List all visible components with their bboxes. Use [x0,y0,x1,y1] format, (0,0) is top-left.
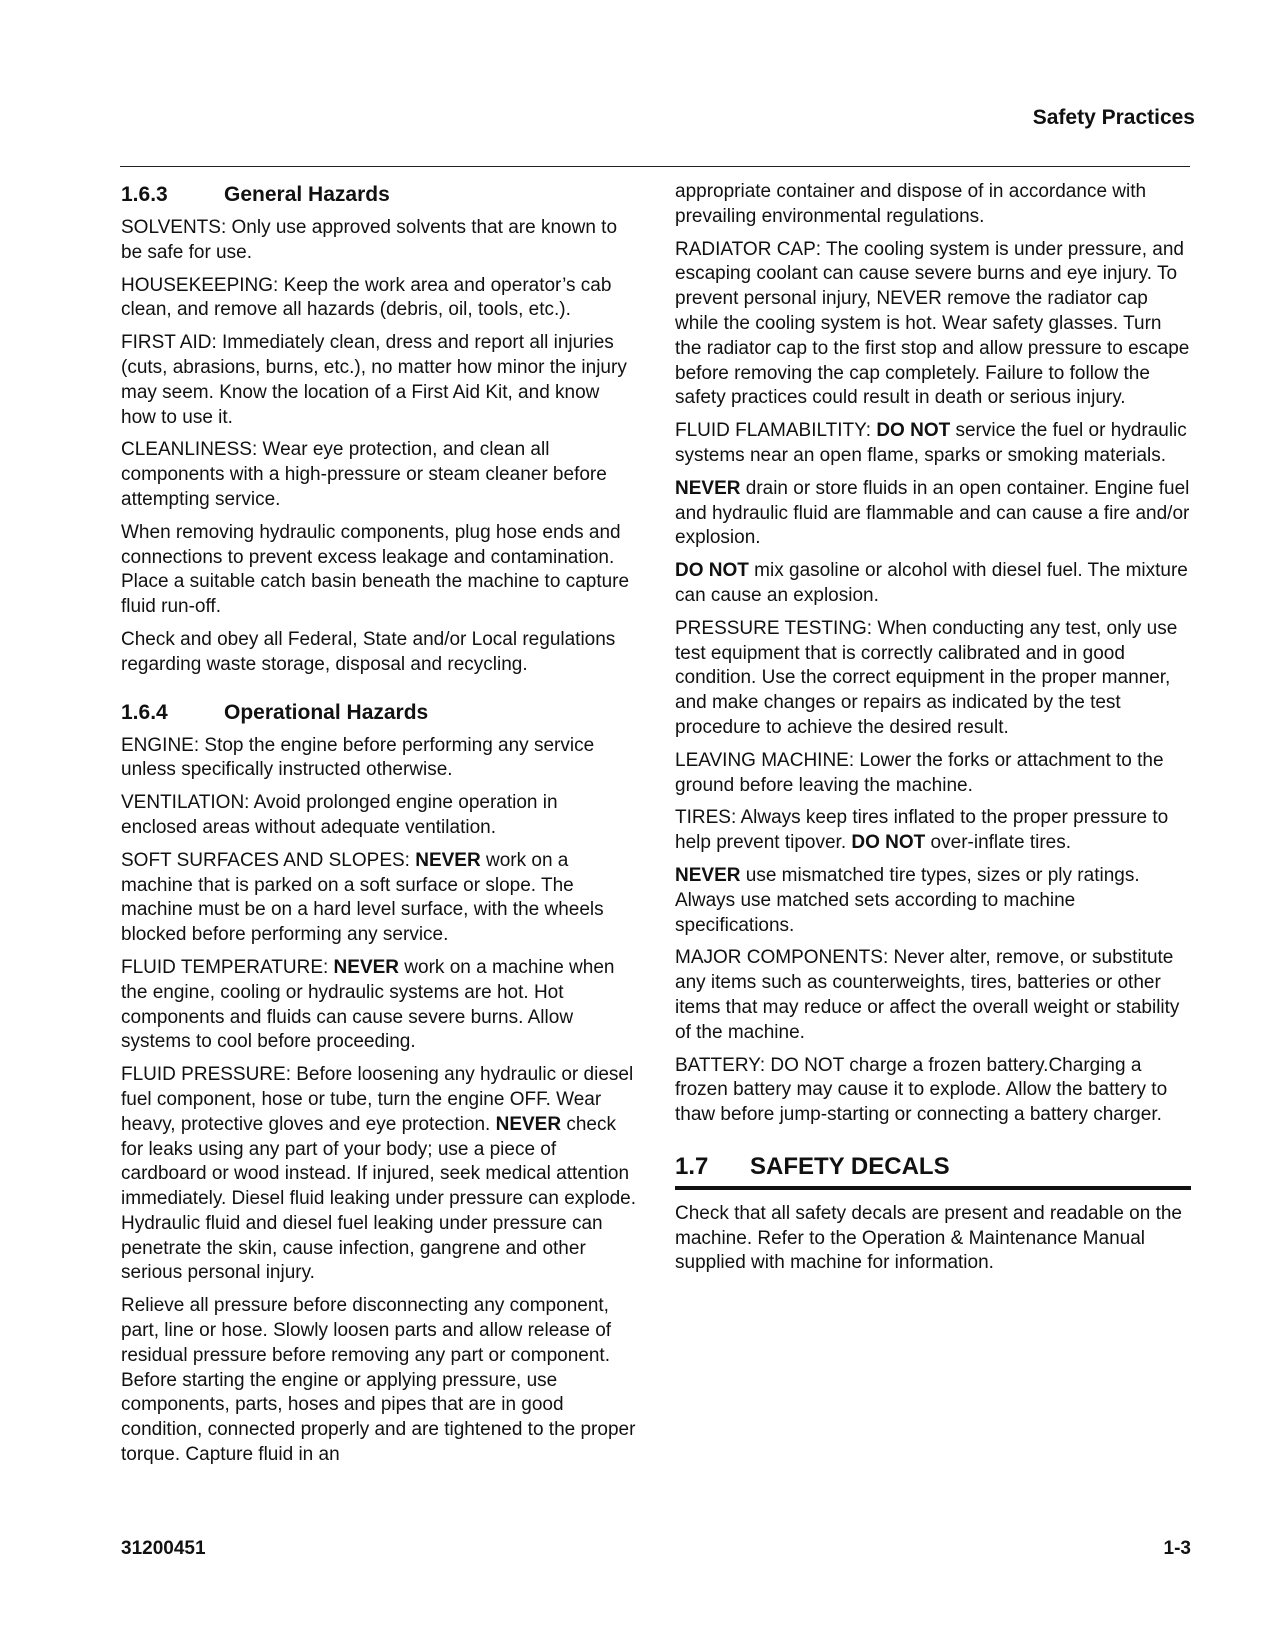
text-run: SOFT SURFACES AND SLOPES: [121,849,416,871]
paragraph-tires [675,806,1191,856]
paragraph-relieve-pressure: Relieve all pressure before disconnecting any component, part, line or hose. Slowly loosen parts and allow release of residual pressure before removing any part or component. Before starting the engine or applying pressure, use components, parts, hoses and pipes that are in good condition, connected properly and are tightened to the proper torque. Capture fluid in an [121,1295,636,1466]
paragraph-battery: BATTERY: DO NOT charge a frozen battery.Charging a frozen battery may cause it to explode. Allow the battery to thaw before jump-starting or connecting a battery charger. [675,1054,1168,1126]
text-run: mix gasoline or alcohol with diesel fuel. The mixture can cause an explosion. [675,560,1188,606]
paragraph-housekeeping: HOUSEKEEPING: Keep the work area and operator’s cab clean, and remove all hazards (debris, oil, tools, etc.). [121,274,612,321]
paragraph-mismatched-tires [675,864,1191,938]
paragraph-soft-surfaces [121,849,637,948]
text-run: work on a machine when the engine, cooling or hydraulic systems are hot. Hot components and fluids can cause severe burns. Allow systems to cool before proceeding. [121,956,615,1053]
section-heading-1-6-4 [121,700,637,726]
paragraph-ventilation: VENTILATION: Avoid prolonged engine operation in enclosed areas without adequate ventilation. [121,792,558,838]
text-run: service the fuel or hydraulic systems near an open flame, sparks or smoking materials. [675,420,1187,466]
emphasis: DO NOT [851,832,926,854]
text-run: FLUID FLAMABILTITY: [675,420,877,442]
paragraph-pressure-testing: PRESSURE TESTING: When conducting any test, only use test equipment that is correctly calibrated and in good condition. Use the correct equipment in the proper manner, and make changes or repairs as indicated by the test procedure to achieve the desired result. [675,617,1178,738]
running-header: Safety Practices [1032,106,1195,129]
header-rule [120,166,1190,167]
text-run: TIRES: Always keep tires inflated to the proper pressure to help prevent tipover. [675,807,1169,854]
footer-page-number: 1-3 [1163,1538,1191,1559]
section-number: 1.7 [675,1152,709,1180]
paragraph-do-not-mix [675,559,1191,609]
emphasis: DO NOT [675,560,749,582]
text-run: FLUID TEMPERATURE: [121,956,334,978]
footer-document-number: 31200451 [121,1538,206,1559]
paragraph-solvents: SOLVENTS: Only use approved solvents that are known to be safe for use. [121,217,618,263]
text-run: drain or store fluids in an open container. Engine fuel and hydraulic fluid are flammable and can cause a fire and/or explosion. [675,477,1190,549]
paragraph-safety-decals: Check that all safety decals are present and readable on the machine. Refer to the Operation & Maintenance Manual supplied with machine for information. [675,1202,1182,1274]
text-run: check for leaks using any part of your body; use a piece of cardboard or wood instead. If injured, seek medical attention immediately. Diesel fluid leaking under pressure can explode. Hydraulic fluid and diesel fuel leaking under pressure can penetrate the skin, cause infection, gangrene and other serious personal injury. [121,1113,637,1284]
text-run: use mismatched tire types, sizes or ply ratings. Always use matched sets according to machine specifications. [675,864,1140,936]
paragraph-fluid-temperature [121,956,637,1055]
emphasis: DO NOT [876,420,951,442]
paragraph-radiator-cap: RADIATOR CAP: The cooling system is under pressure, and escaping coolant can cause severe burns and eye injury. To prevent personal injury, NEVER remove the radiator cap while the cooling system is hot. Wear safety glasses. Turn the radiator cap to the first stop and allow pressure to escape before removing the cap completely. Failure to follow the safety practices could result in death or serious injury. [675,238,1190,409]
paragraph-never-drain [675,477,1191,551]
text-run: over-inflate tires. [925,832,1072,854]
emphasis: NEVER [675,864,741,886]
left-column [121,180,637,1476]
section-title: General Hazards [224,183,390,206]
paragraph-cleanliness: CLEANLINESS: Wear eye protection, and clean all components with a high-pressure or steam cleaner before attempting service. [121,439,607,510]
paragraph-fluid-flammability [675,419,1191,469]
emphasis: NEVER [495,1113,562,1135]
paragraph-leaving-machine: LEAVING MACHINE: Lower the forks or attachment to the ground before leaving the machine. [675,749,1164,796]
paragraph-first-aid: FIRST AID: Immediately clean, dress and report all injuries (cuts, abrasions, burns, etc.), no matter how minor the injury may seem. Know the location of a First Aid Kit, and know how to use it. [121,332,627,428]
section-title: SAFETY DECALS [750,1152,950,1180]
paragraph-major-components: MAJOR COMPONENTS: Never alter, remove, or substitute any items such as counterweights, tires, batteries or other items that may reduce or affect the overall weight or stability of the machine. [675,947,1180,1043]
text-run: work on a machine that is parked on a soft surface or slope. The machine must be on a hard level surface, with the wheels blocked before performing any service. [121,849,604,946]
paragraph-fluid-pressure [121,1063,637,1286]
right-column [675,180,1191,1284]
emphasis: NEVER [415,849,481,871]
paragraph-engine: ENGINE: Stop the engine before performing any service unless specifically instructed otherwise. [121,734,595,781]
section-title: Operational Hazards [224,700,429,724]
emphasis: NEVER [333,956,400,978]
section-number: 1.6.3 [121,183,168,206]
paragraph-regulations: Check and obey all Federal, State and/or Local regulations regarding waste storage, disposal and recycling. [121,628,616,675]
text-run: FLUID PRESSURE: Before loosening any hydraulic or diesel fuel component, hose or tube, turn the engine OFF. Wear heavy, protective gloves and eye protection. [121,1064,634,1135]
section-heading-1-6-3 [121,182,637,208]
section-number: 1.6.4 [121,700,168,724]
paragraph-removing-hydraulics: When removing hydraulic components, plug hose ends and connections to prevent excess leakage and contamination. Place a suitable catch basin beneath the machine to capture fluid run-off. [121,521,630,618]
section-heading-1-7 [675,1152,1191,1190]
emphasis: NEVER [675,477,741,499]
paragraph-continued: appropriate container and dispose of in accordance with prevailing environmental regulations. [675,181,1147,227]
